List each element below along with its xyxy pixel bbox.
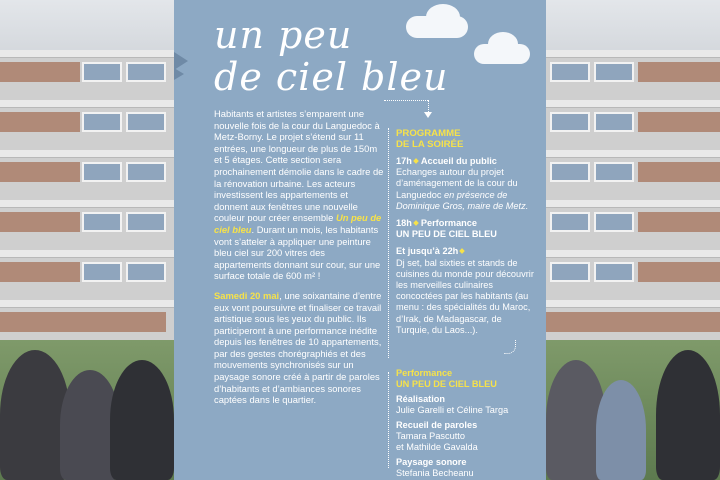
window <box>126 262 166 282</box>
crowd-silhouette <box>596 380 646 480</box>
credit-label: Paysage sonore <box>396 457 467 467</box>
programme-text-italic: en présence de Dominique Gros, maire de Metz. <box>396 189 529 211</box>
window <box>550 62 590 82</box>
credit-item <box>396 420 536 453</box>
window <box>126 212 166 232</box>
credits-heading <box>396 368 536 390</box>
building-facade <box>546 50 720 350</box>
programme-heading <box>396 128 536 150</box>
programme-heading-line-1: PROGRAMME <box>396 128 461 139</box>
brick-band <box>638 212 720 232</box>
programme <box>396 128 536 342</box>
window <box>126 112 166 132</box>
window <box>594 62 634 82</box>
brick-band <box>0 212 80 232</box>
brick-band <box>0 112 80 132</box>
time-label: 18h <box>396 218 412 229</box>
page-title <box>214 14 449 98</box>
window <box>594 212 634 232</box>
title-line-1: un peu <box>214 13 353 57</box>
crowd-silhouette <box>110 360 174 480</box>
credits-heading-line-1: Performance <box>396 368 453 378</box>
programme-item <box>396 156 536 212</box>
building-facade <box>0 50 174 350</box>
programme-item-label: Accueil du public <box>420 156 497 166</box>
window <box>82 112 122 132</box>
photo-right <box>546 0 720 480</box>
programme-item <box>396 246 536 336</box>
programme-time <box>396 218 536 229</box>
brick-band <box>638 112 720 132</box>
brick-band <box>638 62 720 82</box>
event-date: Samedi 20 mai <box>214 289 280 301</box>
credits-heading-line-2: UN PEU DE CIEL BLEU <box>396 379 497 389</box>
window <box>126 62 166 82</box>
floor-slab <box>0 300 174 308</box>
credit-value: Julie Garelli et Céline Targa <box>396 405 509 415</box>
intro-text <box>214 108 384 414</box>
programme-time <box>396 156 536 167</box>
window <box>550 262 590 282</box>
programme-item-label: Performance <box>420 218 478 229</box>
time-label: 17h <box>396 156 412 166</box>
dotted-connector <box>388 372 389 468</box>
programme-item-text: Dj set, bal sixties et stands de cuisines du monde pour découvrir les merveilles culinaires concoctées par les habitants (au menu : des spécialités du Maroc, d’Irak, de Madagascar, de Turquie, du Laos...). <box>396 257 534 335</box>
programme-item-text <box>396 167 536 212</box>
floor-slab <box>0 200 174 208</box>
window <box>594 112 634 132</box>
credit-label: Réalisation <box>396 394 446 404</box>
window <box>594 162 634 182</box>
window <box>82 212 122 232</box>
floor-slab <box>546 250 720 258</box>
programme-item <box>396 218 536 240</box>
brick-band <box>638 262 720 282</box>
brick-band <box>0 312 166 332</box>
project-name-highlight: Un peu de ciel bleu <box>214 212 382 235</box>
credit-item <box>396 394 536 416</box>
info-panel <box>174 0 546 480</box>
intro-text-b: . Durant un mois, les habitants vont s’atteler à appliquer une peinture bleu ciel sur 200 vitres des appartements donnant sur cour, sur une surface totale de 600 m² ! <box>214 223 381 282</box>
photo-left <box>0 0 174 480</box>
crowd-silhouette <box>656 350 720 480</box>
window <box>82 62 122 82</box>
cloud-icon <box>488 32 518 56</box>
credit-value: Tamara Pascutto <box>396 431 465 441</box>
floor-slab <box>0 150 174 158</box>
programme-time <box>396 246 536 257</box>
floor-slab <box>546 50 720 58</box>
window <box>126 162 166 182</box>
brick-band <box>546 312 720 332</box>
performance-title: UN PEU DE CIEL BLEU <box>396 229 497 240</box>
diamond-icon <box>459 249 465 255</box>
brick-band <box>0 62 80 82</box>
floor-slab <box>546 300 720 308</box>
triangle-mark-icon <box>174 68 184 80</box>
brick-band <box>638 162 720 182</box>
floor-slab <box>0 50 174 58</box>
intro-paragraph-2 <box>214 290 384 406</box>
credit-value: et Mathilde Gavalda <box>396 442 478 452</box>
floor-slab <box>546 200 720 208</box>
title-line-2: de ciel bleu <box>214 55 449 99</box>
floor-slab <box>0 100 174 108</box>
window <box>550 162 590 182</box>
intro-text-c: , une soixantaine d’entre eux vont poursuivre et finaliser ce travail artistique sous les yeux du public. Ils participeront à une performance inédite depuis les fenêtres de 10 appartements, par des gestes chorégraphiés et des mouvements synchronisés sur un paysage sonore créé à partir de paroles d’habitants et d’ambiances sonores captées dans le quartier. <box>214 289 382 406</box>
floor-slab <box>546 150 720 158</box>
window <box>550 212 590 232</box>
credit-value: Stefania Becheanu <box>396 468 474 478</box>
window <box>550 112 590 132</box>
arrow-down-icon <box>424 112 432 118</box>
window <box>82 162 122 182</box>
diamond-icon <box>413 158 419 164</box>
credit-label: Recueil de paroles <box>396 420 478 430</box>
window <box>82 262 122 282</box>
floor-slab <box>546 100 720 108</box>
curved-arrow-icon <box>504 340 516 354</box>
intro-text-a: Habitants et artistes s’emparent une nouvelle fois de la cour du Languedoc à Metz-Borny. Le projet s’étend sur 11 entrées, une longueur de plus de 150m et 5 étages. Cette section sera prochainement démolie dans le cadre de la rénovation urbaine. Les acteurs investissent les appartements et donnent aux fenêtres une nouvelle couleur pour créer ensemble <box>214 108 384 224</box>
floor-slab <box>0 250 174 258</box>
programme-text-a: Echanges autour du projet d’aménagement de la cour du Languedoc <box>396 167 518 200</box>
brick-band <box>0 162 80 182</box>
credit-item <box>396 457 536 479</box>
dotted-connector <box>388 128 389 358</box>
window <box>594 262 634 282</box>
intro-paragraph-1 <box>214 108 384 282</box>
time-label: Et jusqu’à 22h <box>396 246 459 257</box>
diamond-icon <box>413 220 419 226</box>
credits <box>396 368 536 480</box>
dotted-connector <box>384 100 428 101</box>
programme-heading-line-2: DE LA SOIRÉE <box>396 139 464 150</box>
brick-band <box>0 262 80 282</box>
